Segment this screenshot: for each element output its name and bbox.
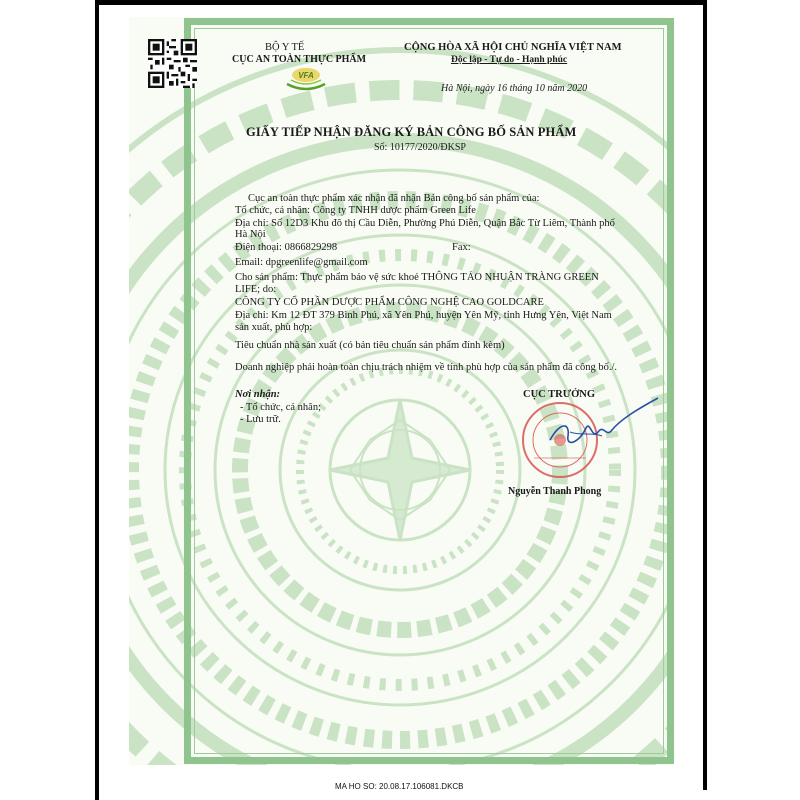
product-line-1: Cho sản phẩm: Thực phẩm bảo vệ sức khoẻ THÔNG TẢO NHUẬN TRÀNG GREEN [235, 272, 599, 283]
standard-line: Tiêu chuẩn nhà sản xuất (có bản tiêu chuẩn sản phẩm đính kèm) [235, 340, 505, 351]
ministry-name: BỘ Y TẾ [265, 42, 305, 53]
email-line: Email: dpgreenlife@gmail.com [235, 257, 368, 268]
handwritten-signature [540, 392, 660, 462]
fax-line: Fax: [452, 242, 471, 253]
dossier-code: MA HO SO: 20.08.17.106081.DKCB [335, 782, 464, 791]
manufacturer-line: CÔNG TY CỔ PHẦN DƯỢC PHẨM CÔNG NGHỆ CAO GOLDCARE [235, 297, 544, 308]
logo-text: VFA [298, 71, 314, 80]
qr-code-icon [148, 39, 197, 88]
responsibility-line: Doanh nghiệp phải hoàn toàn chịu trách nhiệm về tính phù hợp của sản phẩm đã công bố./. [235, 362, 617, 373]
address-line-2: Hà Nội [235, 229, 266, 240]
product-line-2: LIFE; do: [235, 284, 277, 295]
country-name: CỘNG HÒA XÃ HỘI CHỦ NGHĨA VIỆT NAM [404, 42, 622, 53]
signer-name: Nguyễn Thanh Phong [508, 486, 602, 497]
document-number: Số: 10177/2020/ĐKSP [374, 142, 466, 153]
recipient-item: - Tổ chức, cá nhân; [240, 402, 322, 413]
recipient-item: - Lưu trữ. [240, 414, 281, 425]
department-name: CỤC AN TOÀN THỰC PHẨM [232, 54, 367, 65]
recipients-label: Nơi nhận: [235, 389, 281, 400]
date-place: Hà Nội, ngày 16 tháng 10 năm 2020 [441, 83, 588, 94]
document-title: GIẤY TIẾP NHẬN ĐĂNG KÝ BẢN CÔNG BỐ SẢN PHẨM [246, 125, 577, 139]
motto: Độc lập - Tự do - Hạnh phúc [451, 55, 568, 65]
vfa-logo-icon [283, 64, 329, 92]
signer-role: CỤC TRƯỞNG [523, 389, 596, 400]
manufacturer-address-2: sản xuất, phù hợp: [235, 322, 313, 333]
intro-line: Cục an toàn thực phẩm xác nhận đã nhận Bản công bố sản phẩm của: [248, 193, 540, 204]
organization-line: Tổ chức, cá nhân: Công ty TNHH dược phẩm Green Life [235, 205, 476, 216]
phone-line: Điện thoại: 0866829298 [235, 242, 338, 253]
manufacturer-address-1: Địa chỉ: Km 12 ĐT 379 Bình Phú, xã Yên Phú, huyện Yên Mỹ, tỉnh Hưng Yên, Việt Nam [235, 310, 612, 321]
address-line-1: Địa chỉ: Số 12D3 Khu đô thị Cầu Diễn, Phường Phú Diễn, Quận Bắc Từ Liêm, Thành phố [235, 218, 615, 229]
